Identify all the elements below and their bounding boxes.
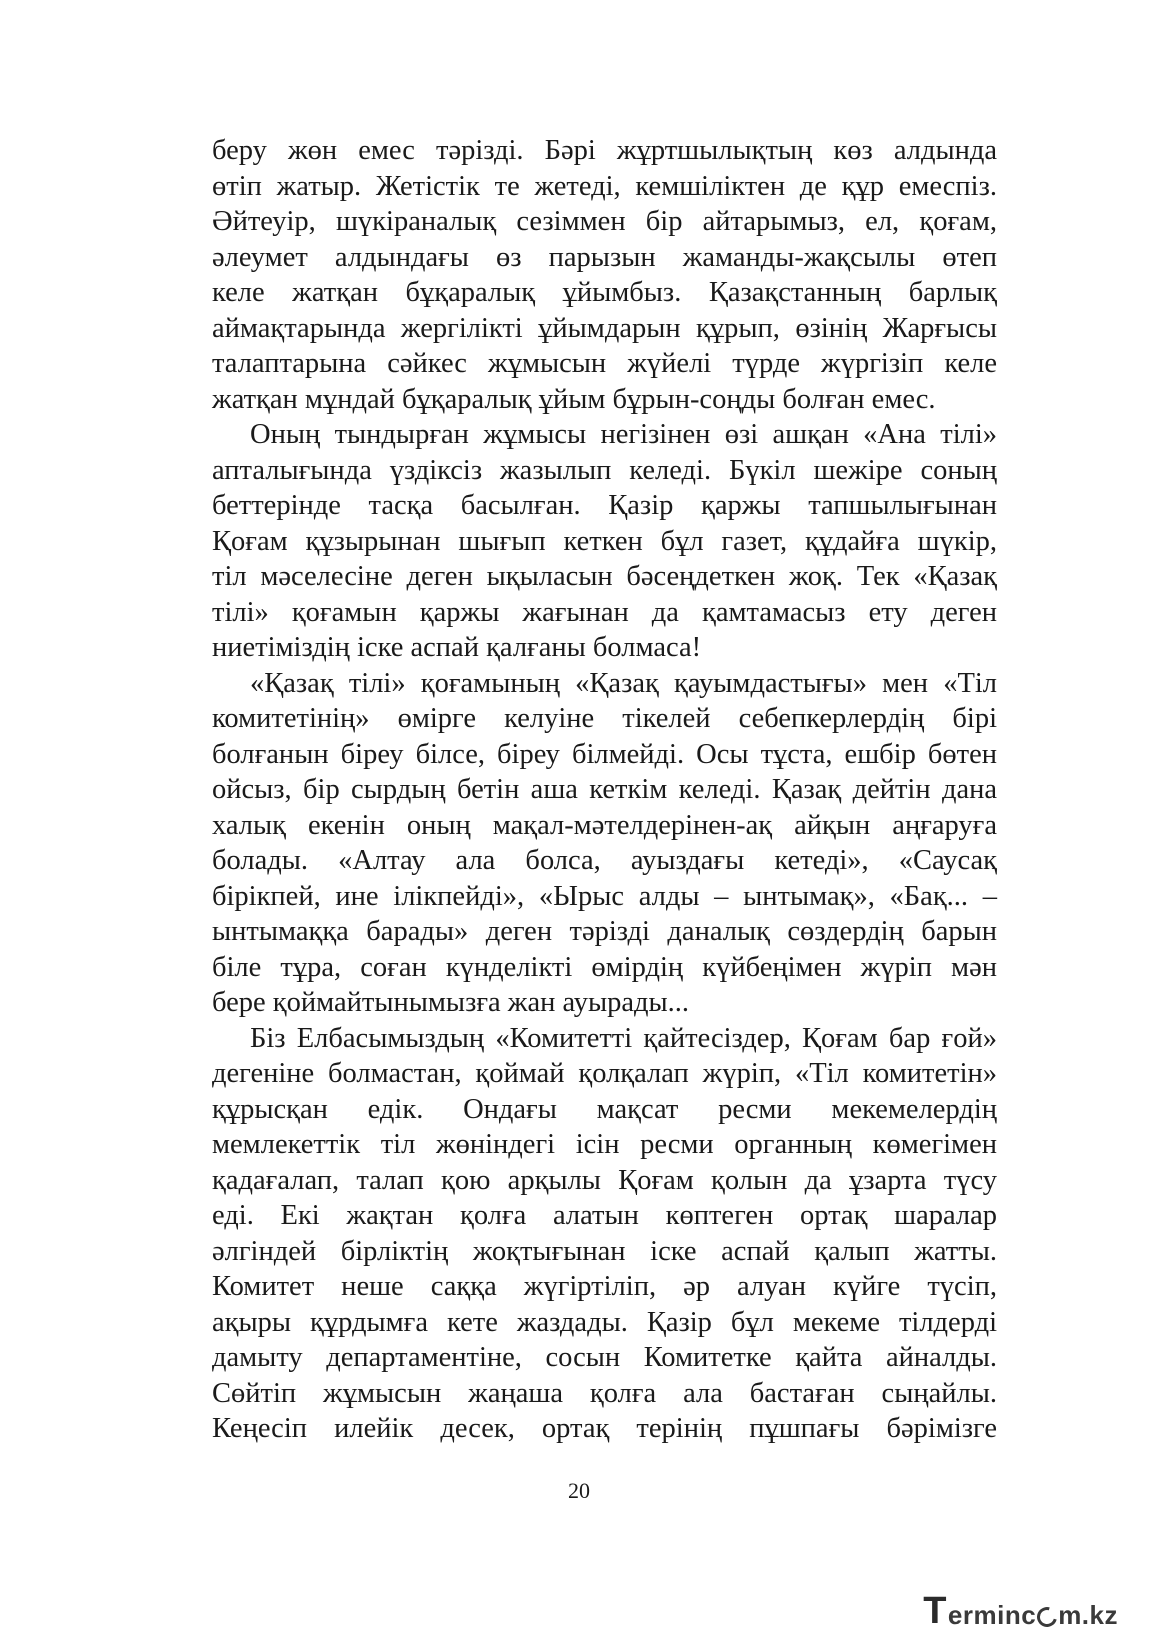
text-line: бере қоймайтынымызға жан ауырады...	[212, 987, 690, 1018]
text-line: әлеумет алдындағы өз парызын жаманды-жақсылы өтеп	[212, 241, 997, 273]
text-line: ақыры құрдымға кете жаздады. Қазір бұл мекеме тілдерді	[212, 1306, 997, 1338]
text-line: болады. «Алтау ала болса, ауыздағы кетеді», «Саусақ	[212, 845, 997, 876]
watermark-text-start: erminc	[947, 1600, 1037, 1630]
text-line: беттерінде тасқа басылған. Қазір қаржы тапшылығынан	[212, 490, 997, 521]
text-line: Қоғам құзырынан шығып кеткен бұл газет, құдайға шүкір,	[212, 525, 997, 557]
text-line: дегеніне болмастан, қоймай қолқалап жүріп, «Тіл комитетін»	[212, 1058, 997, 1089]
text-line: жатқан мұндай бұқаралық ұйым бұрын-соңды болған емес.	[212, 383, 936, 415]
text-line: апталығында үздіксіз жазылып келеді. Бүкіл шежіре соның	[212, 454, 997, 486]
text-line: тіл мәселесіне деген ықыласын бәсеңдеткен жоқ. Тек «Қазақ	[212, 561, 997, 592]
text-line: Біз Елбасымыздың «Комитетті қайтесіздер, Қоғам бар ғой»	[250, 1022, 997, 1054]
text-line: ынтымаққа барады» деген тәрізді даналық сөздердің барын	[212, 916, 997, 947]
text-line: Комитет неше саққа жүгіртіліп, әр алуан күйге түсіп,	[212, 1271, 997, 1302]
termincom-watermark-logo	[923, 1590, 1118, 1630]
text-line: ниетіміздің іске аспай қалғаны болмаса!	[212, 632, 702, 663]
text-line: Сөйтіп жұмысын жаңаша қолға ала бастаған сыңайлы.	[212, 1377, 997, 1409]
text-line: комитетінің» өмірге келуіне тікелей себепкерлердің бірі	[212, 703, 997, 734]
text-line: еді. Екі жақтан қолға алатын көптеген ортақ шаралар	[212, 1200, 997, 1231]
text-line: Әйтеуір, шүкіраналық сезіммен бір айтарымыз, ел, қоғам,	[212, 206, 997, 237]
text-line: біле тұра, соған күнделікті өмірдің күйбеңімен жүріп мән	[212, 951, 997, 983]
text-line: өтіп жатыр. Жетістік те жетеді, кемшіліктен де құр емеспіз.	[212, 170, 997, 202]
text-line: келе жатқан бұқаралық ұйымбыз. Қазақстанның барлық	[212, 277, 997, 308]
text-line: болғанын біреу білсе, біреу білмейді. Осы тұста, ешбір бөтен	[212, 738, 997, 770]
text-line: ойсыз, бір сырдың бетін аша кеткім келеді. Қазақ дейтін дана	[212, 774, 997, 805]
text-line: Оның тындырған жұмысы негізінен өзі ашқан «Ана тілі»	[250, 419, 997, 450]
text-line: қадағалап, талап қою арқылы Қоғам қолын да ұзарта түсу	[212, 1164, 997, 1196]
text-line: «Қазақ тілі» қоғамының «Қазақ қауымдастығы» мен «Тіл	[250, 667, 997, 699]
text-line: мемлекеттік тіл жөніндегі ісін ресми органның көмегімен	[212, 1129, 997, 1160]
text-line: аймақтарында жергілікті ұйымдарын құрып, өзінің Жарғысы	[212, 312, 997, 344]
watermark-text-end: m.kz	[1058, 1600, 1118, 1630]
text-line: тілі» қоғамын қаржы жағынан да қамтамасыз ету деген	[212, 596, 997, 628]
text-line: халық екенін оның мақал-мәтелдерінен-ақ айқын аңғаруға	[212, 809, 997, 841]
text-line: құрысқан едік. Ондағы мақсат ресми мекемелердің	[212, 1093, 997, 1125]
text-line: беру жөн емес тәрізді. Бәрі жұртшылықтың көз алдында	[212, 135, 997, 166]
page-number: 20	[568, 1478, 590, 1503]
text-line: Кеңесіп илейік десек, ортақ терінің пұшпағы бәрімізге	[212, 1413, 997, 1444]
text-line: дамыту департаментіне, сосын Комитетке қайта айналды.	[212, 1342, 997, 1373]
watermark-letter-t: T	[923, 1590, 947, 1632]
text-line: әлгіндей бірліктің жоқтығынан іске аспай қалып жатты.	[212, 1235, 997, 1267]
text-line: бірікпей, ине ілікпейді», «Ырыс алды – ынтымақ», «Бақ... –	[212, 880, 997, 912]
text-line: талаптарына сәйкес жұмысын жүйелі түрде жүргізіп келе	[212, 348, 997, 379]
body-text	[212, 133, 997, 1447]
watermark-ring-icon	[1034, 1603, 1061, 1630]
